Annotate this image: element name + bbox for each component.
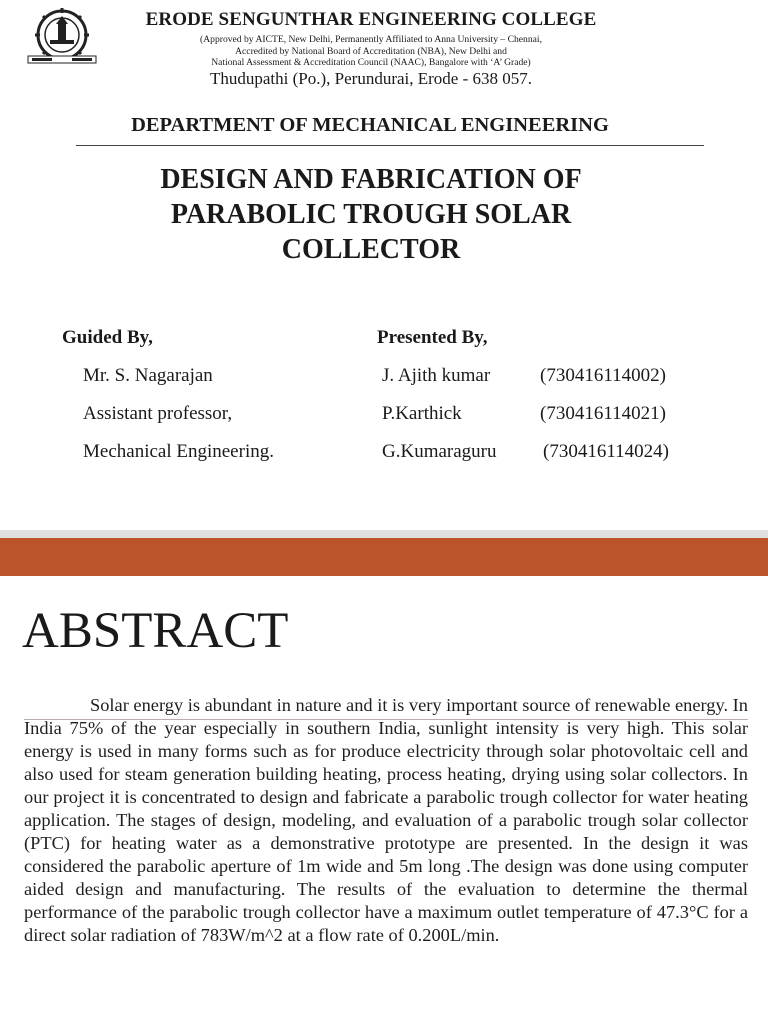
guide-name: Mr. S. Nagarajan	[83, 365, 213, 386]
presenter-roll: (730416114024)	[543, 441, 669, 462]
college-name: ERODE SENGUNTHAR ENGINEERING COLLEGE	[145, 9, 597, 30]
guided-by-heading: Guided By,	[62, 327, 153, 348]
guide-department: Mechanical Engineering.	[83, 441, 274, 462]
presented-by-heading: Presented By,	[377, 327, 488, 348]
approval-line-2: Accredited by National Board of Accreditation (NBA), New Delhi and	[235, 45, 507, 57]
guide-designation: Assistant professor,	[83, 403, 233, 424]
project-title	[80, 162, 662, 267]
approval-line-1: (Approved by AICTE, New Delhi, Permanently Affiliated to Anna University – Chennai,	[200, 34, 542, 45]
slide-separator-top	[0, 530, 768, 538]
presenter-name: J. Ajith kumar	[382, 365, 491, 386]
presenter-name: G.Kumaraguru	[382, 441, 497, 462]
presenter-roll: (730416114002)	[540, 365, 666, 386]
approval-text	[150, 34, 592, 69]
college-emblem-icon	[26, 6, 98, 64]
college-address: Thudupathi (Po.), Perundurai, Erode - 638 057.	[210, 69, 532, 88]
title-line-1: DESIGN AND FABRICATION OF	[160, 164, 582, 195]
approval-line-3: National Assessment & Accreditation Council (NAAC), Bangalore with ‘A’ Grade)	[211, 57, 531, 68]
title-line-2: PARABOLIC TROUGH SOLAR	[170, 199, 572, 230]
department-heading: DEPARTMENT OF MECHANICAL ENGINEERING	[131, 114, 609, 136]
abstract-body: Solar energy is abundant in nature and it is very important source of renewable energy. In India 75% of the year especially in southern India, sunlight intensity is very high. This solar energy is used in many forms such as for produce electricity through solar photovoltaic cell and also used for steam generation building heating, process heating, drying using solar collectors. In our project it is concentrated to design and fabricate a parabolic trough collector for water heating application. The stages of design, modeling, and evaluation of a parabolic trough solar collector (PTC) for heating water as a demonstrative prototype are presented. In the design it was considered the parabolic aperture of 1m wide and 5m long .The design was done using computer aided design and manufacturing. The results of the evaluation to determine the thermal performance of the parabolic trough collector have a maximum outlet temperature of 47.3°C for a direct solar radiation of 783W/m^2 at a flow rate of 0.200L/min.	[24, 695, 748, 945]
abstract-heading: ABSTRACT	[22, 603, 289, 659]
accent-band	[0, 538, 768, 576]
title-line-3: COLLECTOR	[281, 234, 461, 265]
presenter-name: P.Karthick	[382, 403, 462, 424]
divider	[76, 145, 704, 146]
presenter-roll: (730416114021)	[540, 403, 666, 424]
